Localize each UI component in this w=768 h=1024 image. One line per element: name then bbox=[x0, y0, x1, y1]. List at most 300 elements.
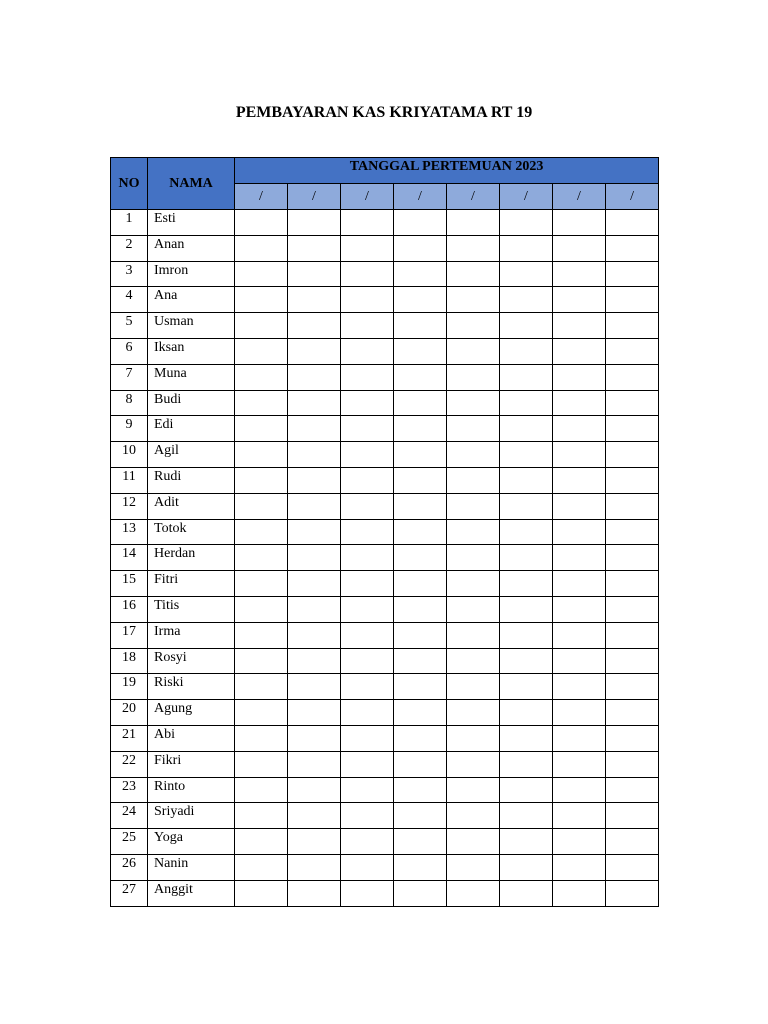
payment-cell bbox=[447, 571, 500, 597]
payment-cell bbox=[288, 545, 341, 571]
document-title: PEMBAYARAN KAS KRIYATAMA RT 19 bbox=[235, 104, 533, 121]
payment-cell bbox=[553, 287, 606, 313]
payment-cell bbox=[447, 648, 500, 674]
payment-cell bbox=[553, 467, 606, 493]
row-name: Riski bbox=[148, 674, 235, 700]
table-row bbox=[111, 493, 659, 519]
payment-cell bbox=[500, 493, 553, 519]
payment-cell bbox=[235, 596, 288, 622]
payment-cell bbox=[288, 725, 341, 751]
payment-cell bbox=[341, 777, 394, 803]
payment-cell bbox=[341, 880, 394, 906]
payment-cell bbox=[500, 777, 553, 803]
payment-cell bbox=[235, 700, 288, 726]
payment-cell bbox=[235, 803, 288, 829]
payment-cell bbox=[288, 777, 341, 803]
payment-cell bbox=[500, 596, 553, 622]
payment-cell bbox=[235, 648, 288, 674]
payment-cell bbox=[447, 493, 500, 519]
payment-cell bbox=[235, 519, 288, 545]
payment-cell bbox=[235, 777, 288, 803]
payment-cell bbox=[288, 803, 341, 829]
payment-cell bbox=[288, 493, 341, 519]
payment-cell bbox=[447, 829, 500, 855]
payment-cell bbox=[341, 261, 394, 287]
row-name: Herdan bbox=[148, 545, 235, 571]
payment-cell bbox=[394, 622, 447, 648]
payment-cell bbox=[341, 596, 394, 622]
payment-cell bbox=[288, 700, 341, 726]
payment-cell bbox=[235, 313, 288, 339]
payment-cell bbox=[447, 210, 500, 236]
payment-cell bbox=[288, 829, 341, 855]
row-number: 7 bbox=[111, 364, 148, 390]
payment-cell bbox=[341, 854, 394, 880]
payment-cell bbox=[606, 390, 659, 416]
payment-cell bbox=[288, 210, 341, 236]
row-number: 20 bbox=[111, 700, 148, 726]
payment-cell bbox=[341, 493, 394, 519]
payment-cell bbox=[500, 467, 553, 493]
payment-cell bbox=[553, 571, 606, 597]
payment-cell bbox=[394, 390, 447, 416]
payment-cell bbox=[235, 854, 288, 880]
payment-cell bbox=[553, 364, 606, 390]
payment-cell bbox=[235, 674, 288, 700]
table-row bbox=[111, 364, 659, 390]
payment-cell bbox=[394, 751, 447, 777]
payment-cell bbox=[553, 700, 606, 726]
row-name: Muna bbox=[148, 364, 235, 390]
payment-cell bbox=[553, 442, 606, 468]
payment-cell bbox=[394, 648, 447, 674]
payment-cell bbox=[500, 235, 553, 261]
payment-cell bbox=[394, 674, 447, 700]
payment-cell bbox=[606, 803, 659, 829]
row-number: 22 bbox=[111, 751, 148, 777]
date-cell: / bbox=[394, 184, 447, 210]
payment-cell bbox=[447, 596, 500, 622]
payment-cell bbox=[606, 338, 659, 364]
date-cell: / bbox=[341, 184, 394, 210]
payment-cell bbox=[500, 313, 553, 339]
payment-cell bbox=[500, 648, 553, 674]
payment-cell bbox=[394, 803, 447, 829]
table-row bbox=[111, 622, 659, 648]
table-row bbox=[111, 880, 659, 906]
payment-cell bbox=[447, 467, 500, 493]
payment-cell bbox=[288, 287, 341, 313]
payment-cell bbox=[288, 751, 341, 777]
payment-cell bbox=[235, 467, 288, 493]
payment-cell bbox=[235, 261, 288, 287]
row-number: 2 bbox=[111, 235, 148, 261]
payment-cell bbox=[553, 519, 606, 545]
payment-cell bbox=[341, 210, 394, 236]
payment-cell bbox=[553, 545, 606, 571]
payment-cell bbox=[500, 700, 553, 726]
row-name: Totok bbox=[148, 519, 235, 545]
payment-cell bbox=[394, 725, 447, 751]
table-row bbox=[111, 596, 659, 622]
table-row bbox=[111, 261, 659, 287]
payment-cell bbox=[606, 829, 659, 855]
payment-cell bbox=[606, 622, 659, 648]
payment-cell bbox=[288, 416, 341, 442]
row-name: Anggit bbox=[148, 880, 235, 906]
payment-cell bbox=[447, 364, 500, 390]
row-name: Usman bbox=[148, 313, 235, 339]
payment-cell bbox=[341, 364, 394, 390]
payment-cell bbox=[606, 571, 659, 597]
payment-cell bbox=[553, 648, 606, 674]
payment-cell bbox=[447, 416, 500, 442]
row-name: Ana bbox=[148, 287, 235, 313]
row-name: Fikri bbox=[148, 751, 235, 777]
row-number: 17 bbox=[111, 622, 148, 648]
payment-cell bbox=[447, 854, 500, 880]
payment-cell bbox=[235, 725, 288, 751]
payment-cell bbox=[606, 416, 659, 442]
row-name: Rudi bbox=[148, 467, 235, 493]
payment-cell bbox=[606, 880, 659, 906]
row-number: 8 bbox=[111, 390, 148, 416]
row-number: 27 bbox=[111, 880, 148, 906]
payment-cell bbox=[553, 390, 606, 416]
payment-cell bbox=[394, 235, 447, 261]
table-row bbox=[111, 829, 659, 855]
payment-cell bbox=[341, 287, 394, 313]
payment-cell bbox=[341, 674, 394, 700]
payment-cell bbox=[288, 596, 341, 622]
payment-cell bbox=[288, 674, 341, 700]
payment-cell bbox=[553, 725, 606, 751]
payment-cell bbox=[394, 210, 447, 236]
payment-cell bbox=[341, 751, 394, 777]
payment-cell bbox=[500, 364, 553, 390]
table-row bbox=[111, 210, 659, 236]
payment-cell bbox=[394, 338, 447, 364]
payment-cell bbox=[235, 493, 288, 519]
payment-cell bbox=[394, 313, 447, 339]
payment-cell bbox=[394, 519, 447, 545]
payment-cell bbox=[447, 390, 500, 416]
payment-cell bbox=[500, 519, 553, 545]
payment-cell bbox=[447, 287, 500, 313]
payment-cell bbox=[394, 596, 447, 622]
row-number: 3 bbox=[111, 261, 148, 287]
row-name: Fitri bbox=[148, 571, 235, 597]
payment-cell bbox=[341, 235, 394, 261]
row-name: Edi bbox=[148, 416, 235, 442]
payment-cell bbox=[235, 880, 288, 906]
payment-cell bbox=[288, 854, 341, 880]
payment-cell bbox=[606, 210, 659, 236]
payment-cell bbox=[288, 390, 341, 416]
payment-cell bbox=[288, 364, 341, 390]
payment-cell bbox=[553, 596, 606, 622]
payment-cell bbox=[394, 287, 447, 313]
table-row bbox=[111, 442, 659, 468]
payment-cell bbox=[447, 519, 500, 545]
row-name: Rinto bbox=[148, 777, 235, 803]
table-row bbox=[111, 777, 659, 803]
payment-cell bbox=[394, 854, 447, 880]
payment-cell bbox=[394, 700, 447, 726]
payment-cell bbox=[341, 725, 394, 751]
payment-table bbox=[110, 157, 659, 907]
row-name: Esti bbox=[148, 210, 235, 236]
payment-cell bbox=[500, 803, 553, 829]
row-number: 26 bbox=[111, 854, 148, 880]
payment-cell bbox=[341, 622, 394, 648]
payment-cell bbox=[341, 313, 394, 339]
table-header-row bbox=[111, 158, 659, 184]
payment-cell bbox=[447, 700, 500, 726]
payment-cell bbox=[553, 313, 606, 339]
date-cell: / bbox=[500, 184, 553, 210]
payment-cell bbox=[553, 235, 606, 261]
table-body bbox=[111, 210, 659, 907]
payment-cell bbox=[553, 416, 606, 442]
payment-cell bbox=[288, 519, 341, 545]
payment-cell bbox=[288, 571, 341, 597]
header-no: NO bbox=[111, 158, 148, 210]
row-name: Abi bbox=[148, 725, 235, 751]
payment-cell bbox=[447, 261, 500, 287]
row-number: 9 bbox=[111, 416, 148, 442]
payment-cell bbox=[500, 829, 553, 855]
payment-cell bbox=[288, 235, 341, 261]
date-cell: / bbox=[447, 184, 500, 210]
row-number: 23 bbox=[111, 777, 148, 803]
table-row bbox=[111, 519, 659, 545]
payment-cell bbox=[447, 338, 500, 364]
row-name: Irma bbox=[148, 622, 235, 648]
payment-cell bbox=[235, 235, 288, 261]
payment-cell bbox=[235, 390, 288, 416]
payment-cell bbox=[606, 467, 659, 493]
payment-cell bbox=[447, 725, 500, 751]
row-name: Budi bbox=[148, 390, 235, 416]
payment-cell bbox=[288, 622, 341, 648]
payment-cell bbox=[500, 674, 553, 700]
payment-cell bbox=[500, 261, 553, 287]
payment-cell bbox=[447, 622, 500, 648]
payment-cell bbox=[394, 777, 447, 803]
payment-cell bbox=[394, 442, 447, 468]
payment-cell bbox=[500, 854, 553, 880]
payment-cell bbox=[288, 261, 341, 287]
table-row bbox=[111, 725, 659, 751]
payment-cell bbox=[341, 467, 394, 493]
payment-cell bbox=[341, 803, 394, 829]
payment-cell bbox=[500, 545, 553, 571]
row-number: 1 bbox=[111, 210, 148, 236]
payment-cell bbox=[235, 416, 288, 442]
payment-cell bbox=[447, 803, 500, 829]
payment-cell bbox=[447, 674, 500, 700]
table-row bbox=[111, 674, 659, 700]
payment-cell bbox=[606, 751, 659, 777]
payment-cell bbox=[500, 442, 553, 468]
table-row bbox=[111, 338, 659, 364]
payment-cell bbox=[606, 442, 659, 468]
row-number: 4 bbox=[111, 287, 148, 313]
row-number: 25 bbox=[111, 829, 148, 855]
payment-cell bbox=[500, 751, 553, 777]
payment-cell bbox=[606, 777, 659, 803]
payment-cell bbox=[606, 700, 659, 726]
payment-cell bbox=[447, 751, 500, 777]
payment-cell bbox=[606, 493, 659, 519]
table-row bbox=[111, 287, 659, 313]
payment-cell bbox=[394, 545, 447, 571]
payment-cell bbox=[553, 261, 606, 287]
payment-cell bbox=[553, 751, 606, 777]
payment-cell bbox=[341, 519, 394, 545]
payment-cell bbox=[394, 416, 447, 442]
payment-cell bbox=[341, 416, 394, 442]
row-name: Iksan bbox=[148, 338, 235, 364]
date-cell: / bbox=[288, 184, 341, 210]
table-row bbox=[111, 416, 659, 442]
date-cell: / bbox=[553, 184, 606, 210]
payment-cell bbox=[606, 313, 659, 339]
payment-cell bbox=[394, 880, 447, 906]
table-row bbox=[111, 571, 659, 597]
row-name: Agil bbox=[148, 442, 235, 468]
payment-cell bbox=[447, 545, 500, 571]
payment-cell bbox=[606, 364, 659, 390]
row-number: 19 bbox=[111, 674, 148, 700]
payment-cell bbox=[553, 622, 606, 648]
table-row bbox=[111, 751, 659, 777]
payment-cell bbox=[341, 648, 394, 674]
payment-cell bbox=[553, 338, 606, 364]
payment-cell bbox=[288, 442, 341, 468]
date-cell: / bbox=[606, 184, 659, 210]
payment-cell bbox=[606, 519, 659, 545]
row-number: 15 bbox=[111, 571, 148, 597]
row-name: Rosyi bbox=[148, 648, 235, 674]
payment-cell bbox=[500, 287, 553, 313]
payment-cell bbox=[235, 338, 288, 364]
payment-cell bbox=[606, 725, 659, 751]
row-name: Imron bbox=[148, 261, 235, 287]
payment-cell bbox=[341, 545, 394, 571]
payment-cell bbox=[553, 210, 606, 236]
table-row bbox=[111, 803, 659, 829]
payment-cell bbox=[606, 648, 659, 674]
row-name: Agung bbox=[148, 700, 235, 726]
payment-cell bbox=[500, 622, 553, 648]
payment-cell bbox=[447, 880, 500, 906]
payment-cell bbox=[447, 235, 500, 261]
payment-cell bbox=[235, 571, 288, 597]
row-number: 13 bbox=[111, 519, 148, 545]
row-number: 11 bbox=[111, 467, 148, 493]
row-number: 5 bbox=[111, 313, 148, 339]
table-row bbox=[111, 648, 659, 674]
payment-cell bbox=[606, 261, 659, 287]
header-tanggal-pertemuan: TANGGAL PERTEMUAN 2023 bbox=[235, 158, 659, 184]
payment-cell bbox=[288, 467, 341, 493]
payment-cell bbox=[500, 210, 553, 236]
row-number: 10 bbox=[111, 442, 148, 468]
payment-cell bbox=[606, 854, 659, 880]
table-row bbox=[111, 700, 659, 726]
payment-cell bbox=[606, 287, 659, 313]
payment-cell bbox=[235, 364, 288, 390]
payment-cell bbox=[394, 493, 447, 519]
payment-cell bbox=[394, 829, 447, 855]
payment-cell bbox=[500, 416, 553, 442]
header-nama: NAMA bbox=[148, 158, 235, 210]
payment-cell bbox=[341, 571, 394, 597]
row-number: 18 bbox=[111, 648, 148, 674]
payment-cell bbox=[500, 338, 553, 364]
payment-cell bbox=[394, 467, 447, 493]
table-row bbox=[111, 854, 659, 880]
payment-cell bbox=[553, 880, 606, 906]
payment-cell bbox=[394, 261, 447, 287]
payment-cell bbox=[606, 596, 659, 622]
row-number: 21 bbox=[111, 725, 148, 751]
payment-cell bbox=[500, 571, 553, 597]
payment-cell bbox=[341, 390, 394, 416]
payment-cell bbox=[288, 338, 341, 364]
row-name: Titis bbox=[148, 596, 235, 622]
payment-cell bbox=[553, 803, 606, 829]
table-row bbox=[111, 545, 659, 571]
payment-cell bbox=[553, 493, 606, 519]
payment-cell bbox=[288, 648, 341, 674]
payment-cell bbox=[447, 777, 500, 803]
payment-cell bbox=[553, 674, 606, 700]
payment-cell bbox=[394, 571, 447, 597]
table-row bbox=[111, 235, 659, 261]
row-name: Yoga bbox=[148, 829, 235, 855]
payment-cell bbox=[341, 442, 394, 468]
payment-cell bbox=[235, 287, 288, 313]
payment-cell bbox=[341, 338, 394, 364]
payment-cell bbox=[235, 210, 288, 236]
row-number: 16 bbox=[111, 596, 148, 622]
payment-cell bbox=[606, 545, 659, 571]
payment-cell bbox=[235, 545, 288, 571]
payment-cell bbox=[341, 700, 394, 726]
payment-cell bbox=[235, 829, 288, 855]
payment-cell bbox=[606, 235, 659, 261]
payment-cell bbox=[553, 829, 606, 855]
payment-cell bbox=[553, 854, 606, 880]
table-row bbox=[111, 313, 659, 339]
row-number: 14 bbox=[111, 545, 148, 571]
date-cell: / bbox=[235, 184, 288, 210]
table-row bbox=[111, 467, 659, 493]
row-number: 24 bbox=[111, 803, 148, 829]
row-number: 6 bbox=[111, 338, 148, 364]
table-row bbox=[111, 390, 659, 416]
payment-cell bbox=[288, 313, 341, 339]
payment-cell bbox=[394, 364, 447, 390]
payment-cell bbox=[606, 674, 659, 700]
payment-cell bbox=[235, 442, 288, 468]
payment-cell bbox=[500, 390, 553, 416]
row-name: Adit bbox=[148, 493, 235, 519]
payment-cell bbox=[341, 829, 394, 855]
